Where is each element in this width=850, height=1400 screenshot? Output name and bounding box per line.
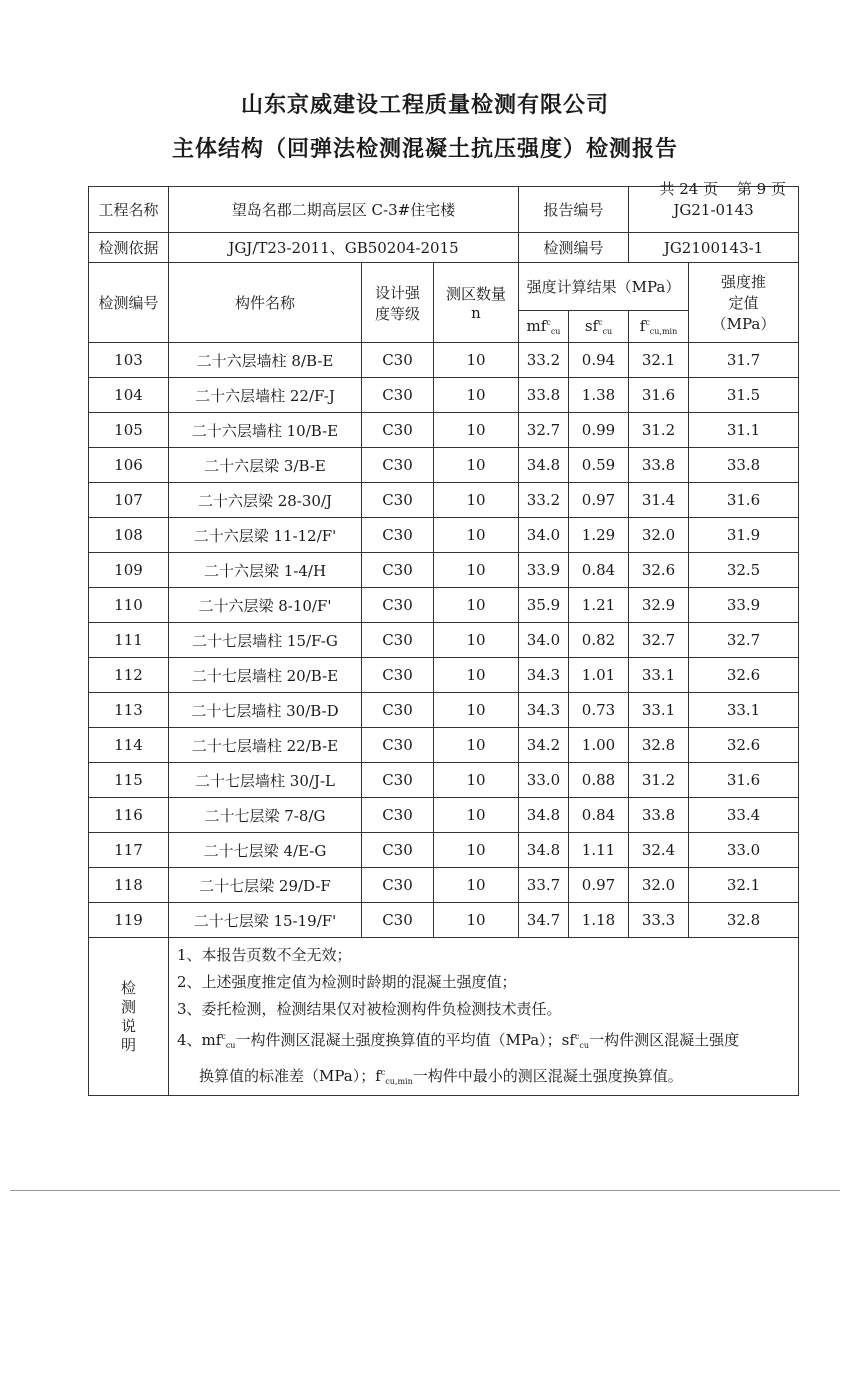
cell-mf: 32.7 [519,413,569,448]
table-row [89,553,799,588]
cell-name: 二十七层墙柱 30/B-D [169,693,362,728]
cell-id: 113 [89,693,169,728]
cell-n: 10 [434,798,519,833]
cell-name: 二十六层墙柱 8/B-E [169,343,362,378]
cell-grade: C30 [362,378,434,413]
col-count-line1: 测区数量 [445,285,506,303]
cell-sf: 0.73 [569,693,629,728]
cell-name: 二十六层梁 3/B-E [169,448,362,483]
cell-id: 106 [89,448,169,483]
col-est-line2: 定值 [728,294,759,312]
cell-id: 104 [89,378,169,413]
cell-fmin: 31.4 [629,483,689,518]
cell-name: 二十六层梁 11-12/F' [169,518,362,553]
cell-mf: 34.0 [519,518,569,553]
cell-mf: 33.2 [519,343,569,378]
cell-sf: 0.99 [569,413,629,448]
cell-mf: 33.2 [519,483,569,518]
cell-n: 10 [434,868,519,903]
cell-id: 119 [89,903,169,938]
total-pages: 共 24 页 [659,180,719,198]
cell-name: 二十六层梁 8-10/F' [169,588,362,623]
note-4-a: 4、mf [177,1031,222,1049]
col-grade-line2: 度等级 [374,304,420,323]
cell-est: 32.8 [689,903,799,938]
cell-grade: C30 [362,798,434,833]
fmin-symbol: f [639,317,646,335]
cell-mf: 33.0 [519,763,569,798]
cell-sf: 1.29 [569,518,629,553]
col-name-header: 构件名称 [169,263,362,343]
cell-n: 10 [434,378,519,413]
cell-fmin: 33.1 [629,658,689,693]
note-4-sup3: c [380,1068,386,1077]
cell-est: 33.8 [689,448,799,483]
table-row [89,903,799,938]
cell-id: 105 [89,413,169,448]
cell-sf: 0.97 [569,868,629,903]
cell-n: 10 [434,623,519,658]
mf-sup: c [546,318,551,327]
table-row [89,413,799,448]
cell-grade: C30 [362,448,434,483]
cell-name: 二十七层墙柱 15/F-G [169,623,362,658]
cell-sf: 0.84 [569,553,629,588]
test-no-label: 检测编号 [519,233,629,263]
cell-grade: C30 [362,553,434,588]
table-row [89,868,799,903]
cell-grade: C30 [362,518,434,553]
report-no-label: 报告编号 [519,187,629,233]
cell-name: 二十七层梁 15-19/F' [169,903,362,938]
project-row [89,187,799,233]
cell-name: 二十七层梁 29/D-F [169,868,362,903]
cell-sf: 0.84 [569,798,629,833]
note-4-sub3: cu,min [385,1077,413,1086]
cell-sf: 0.82 [569,623,629,658]
cell-grade: C30 [362,483,434,518]
table-row [89,378,799,413]
basis-row [89,233,799,263]
cell-mf: 34.0 [519,623,569,658]
cell-grade: C30 [362,763,434,798]
table-row [89,763,799,798]
cell-id: 107 [89,483,169,518]
basis-label: 检测依据 [89,233,169,263]
cell-grade: C30 [362,623,434,658]
table-row [89,588,799,623]
cell-name: 二十六层墙柱 10/B-E [169,413,362,448]
cell-sf: 0.59 [569,448,629,483]
table-row [89,658,799,693]
cell-grade: C30 [362,728,434,763]
note-4 [177,1023,792,1059]
cell-n: 10 [434,518,519,553]
project-name: 望岛名郡二期高层区 C-3#住宅楼 [169,187,519,233]
cell-n: 10 [434,588,519,623]
table-row [89,448,799,483]
cell-fmin: 32.6 [629,553,689,588]
cell-fmin: 31.2 [629,763,689,798]
cell-id: 108 [89,518,169,553]
cell-est: 33.4 [689,798,799,833]
cell-id: 115 [89,763,169,798]
cell-n: 10 [434,448,519,483]
col-sf-header [569,311,629,343]
col-grade-line1: 设计强 [374,283,420,302]
notes-content [169,938,799,1096]
cell-n: 10 [434,343,519,378]
report-title: 主体结构（回弹法检测混凝土抗压强度）检测报告 [171,137,678,162]
basis: JGJ/T23-2011、GB50204-2015 [169,233,519,263]
cell-grade: C30 [362,413,434,448]
cell-fmin: 33.8 [629,448,689,483]
cell-id: 110 [89,588,169,623]
sf-symbol: sf [584,317,599,335]
cell-grade: C30 [362,868,434,903]
cell-est: 33.9 [689,588,799,623]
cell-id: 117 [89,833,169,868]
cell-mf: 34.3 [519,658,569,693]
table-row [89,693,799,728]
cell-mf: 35.9 [519,588,569,623]
cell-est: 31.1 [689,413,799,448]
sf-sup: c [598,318,603,327]
cell-sf: 0.94 [569,343,629,378]
cell-mf: 34.7 [519,903,569,938]
cell-sf: 1.11 [569,833,629,868]
cell-est: 32.6 [689,728,799,763]
note-4-c: 一构件测区混凝土强度 [589,1031,740,1049]
notes-label [89,938,169,1096]
cell-est: 32.7 [689,623,799,658]
cell-name: 二十六层梁 28-30/J [169,483,362,518]
cell-sf: 0.88 [569,763,629,798]
col-calc-header: 强度计算结果（MPa） [519,263,689,311]
notes-row [89,938,799,1096]
note-4-b: 一构件测区混凝土强度换算值的平均值（MPa）；sf [235,1031,575,1049]
cell-mf: 34.2 [519,728,569,763]
cell-n: 10 [434,658,519,693]
cell-fmin: 31.6 [629,378,689,413]
cell-est: 31.6 [689,483,799,518]
cell-name: 二十六层墙柱 22/F-J [169,378,362,413]
cell-id: 118 [89,868,169,903]
cell-fmin: 33.8 [629,798,689,833]
table-row [89,728,799,763]
mf-symbol: mf [526,317,547,335]
cell-est: 31.9 [689,518,799,553]
cell-fmin: 31.2 [629,413,689,448]
col-count-header [434,263,519,343]
cell-grade: C30 [362,693,434,728]
cell-fmin: 32.0 [629,518,689,553]
cell-id: 112 [89,658,169,693]
note-4-continued [177,1059,792,1095]
mf-sub: cu [550,327,561,336]
cell-est: 32.1 [689,868,799,903]
cell-est: 33.0 [689,833,799,868]
cell-est: 31.5 [689,378,799,413]
cell-n: 10 [434,483,519,518]
fmin-sup: c [645,318,650,327]
note-4-sub1: cu [225,1041,236,1050]
cell-fmin: 32.0 [629,868,689,903]
cell-name: 二十七层梁 4/E-G [169,833,362,868]
cell-name: 二十七层墙柱 20/B-E [169,658,362,693]
cell-name: 二十六层梁 1-4/H [169,553,362,588]
cell-n: 10 [434,763,519,798]
note-4-sub2: cu [579,1041,590,1050]
table-row [89,343,799,378]
cell-fmin: 32.7 [629,623,689,658]
table-row [89,518,799,553]
cell-id: 114 [89,728,169,763]
cell-mf: 34.8 [519,833,569,868]
cell-sf: 1.21 [569,588,629,623]
col-mf-header [519,311,569,343]
cell-n: 10 [434,833,519,868]
cell-grade: C30 [362,903,434,938]
cell-fmin: 32.4 [629,833,689,868]
cell-mf: 33.8 [519,378,569,413]
cell-est: 33.1 [689,693,799,728]
notes-label-char: 明 [120,1035,136,1054]
cell-mf: 33.7 [519,868,569,903]
cell-id: 103 [89,343,169,378]
cell-est: 32.6 [689,658,799,693]
sf-sub: cu [602,327,613,336]
cell-fmin: 32.8 [629,728,689,763]
note-4-sup2: c [574,1032,580,1041]
cell-grade: C30 [362,833,434,868]
scan-edge-line [10,1190,840,1191]
cell-n: 10 [434,728,519,763]
cell-n: 10 [434,693,519,728]
cell-name: 二十七层墙柱 22/B-E [169,728,362,763]
col-est-line3: （MPa） [711,315,776,333]
report-table [88,186,799,1096]
cell-est: 32.5 [689,553,799,588]
company-name: 山东京威建设工程质量检测有限公司 [240,93,609,118]
cell-n: 10 [434,903,519,938]
cell-sf: 0.97 [569,483,629,518]
cell-fmin: 33.3 [629,903,689,938]
report-no: JG21-0143 [629,187,799,233]
table-row [89,798,799,833]
col-fmin-header [629,311,689,343]
cell-n: 10 [434,553,519,588]
cell-fmin: 33.1 [629,693,689,728]
cell-name: 二十七层梁 7-8/G [169,798,362,833]
cell-mf: 34.8 [519,798,569,833]
project-name-label: 工程名称 [89,187,169,233]
note-3: 3、委托检测，检测结果仅对被检测构件负检测技术责任。 [177,1000,562,1018]
note-4-sup1: c [221,1032,226,1041]
table-row [89,483,799,518]
cell-sf: 1.00 [569,728,629,763]
cell-mf: 33.9 [519,553,569,588]
cell-grade: C30 [362,588,434,623]
col-est-header [689,263,799,343]
cell-id: 111 [89,623,169,658]
notes-label-char: 检 [120,978,136,997]
cell-name: 二十七层墙柱 30/J-L [169,763,362,798]
table-row [89,833,799,868]
cell-mf: 34.8 [519,448,569,483]
cell-id: 109 [89,553,169,588]
note-2: 2、上述强度推定值为检测时龄期的混凝土强度值； [177,973,517,991]
cell-est: 31.6 [689,763,799,798]
cell-mf: 34.3 [519,693,569,728]
cell-n: 10 [434,413,519,448]
notes-label-char: 测 [120,997,136,1016]
cell-fmin: 32.1 [629,343,689,378]
col-est-line1: 强度推 [721,273,767,291]
cell-grade: C30 [362,343,434,378]
cell-sf: 1.01 [569,658,629,693]
cell-fmin: 32.9 [629,588,689,623]
notes-label-char: 说 [120,1016,136,1035]
col-grade-header [362,263,434,343]
cell-sf: 1.38 [569,378,629,413]
cell-id: 116 [89,798,169,833]
cell-est: 31.7 [689,343,799,378]
col-id-header: 检测编号 [89,263,169,343]
column-header-row [89,263,799,311]
table-row [89,623,799,658]
note-4-e: 一构件中最小的测区混凝土强度换算值。 [412,1067,683,1085]
col-count-line2: n [471,304,481,322]
note-4-d: 换算值的标准差（MPa）；f [199,1067,381,1085]
cell-sf: 1.18 [569,903,629,938]
test-no: JG2100143-1 [629,233,799,263]
fmin-sub: cu,min [649,327,678,336]
cell-grade: C30 [362,658,434,693]
page-number: 第 9 页 [736,180,786,198]
note-1: 1、本报告页数不全无效； [177,946,352,964]
